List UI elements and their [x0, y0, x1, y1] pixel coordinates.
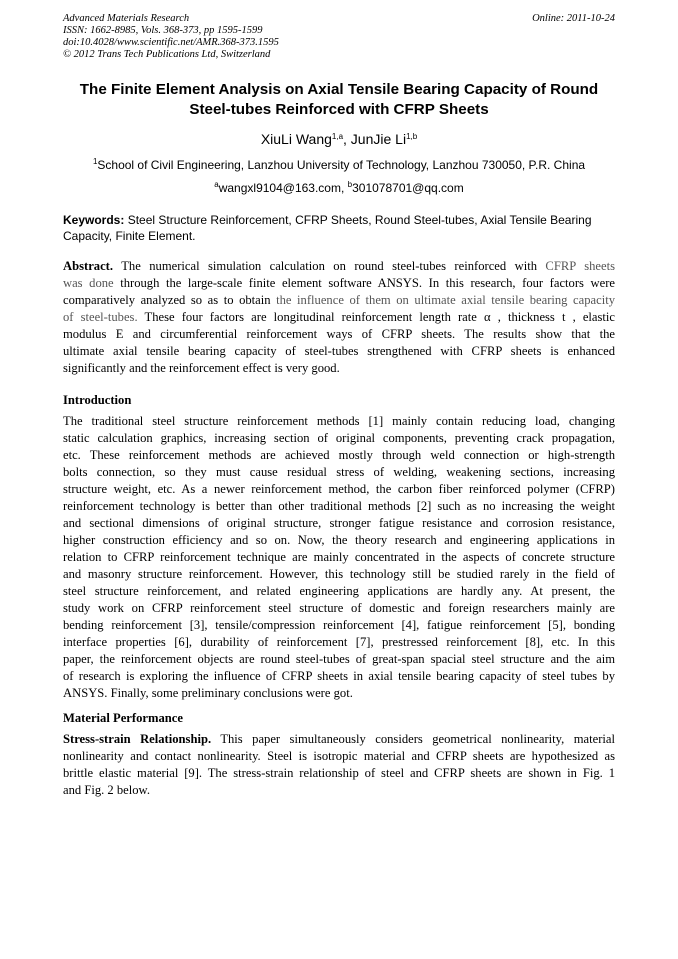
- journal-header: [63, 13, 615, 61]
- title-line-1: The Finite Element Analysis on Axial Tensile Bearing Capacity of Round: [79, 81, 599, 98]
- introduction-heading: Introduction: [63, 393, 132, 407]
- author-1-name: XiuLi Wang: [260, 131, 332, 147]
- abstract-l1-b: CFRP sheets: [545, 259, 615, 273]
- intro-line: higher construction efficiency and so on. Now, the theory research and engineering applications in: [63, 533, 615, 547]
- author-separator: ,: [343, 131, 351, 147]
- author-list: [63, 130, 615, 148]
- intro-line: bending reinforcement [3], tensile/compression reinforcement [4], fatigue reinforcement [5], bonding: [63, 618, 615, 632]
- abstract-line-5: modulus E and circumferential reinforcement ways of CFRP sheets. The results show that the: [63, 327, 615, 341]
- author-emails: [63, 180, 615, 196]
- keywords: [63, 212, 615, 244]
- intro-line: of research is exploring the influence of CFRP sheets in axial tensile bearing capacity of steel tubes by: [63, 669, 615, 683]
- paper-title: [63, 80, 615, 120]
- abstract-l4-a: of steel-tubes.: [63, 310, 138, 324]
- email-a: wangxl9104@163.com,: [218, 181, 348, 195]
- journal-name: Advanced Materials Research: [63, 13, 190, 24]
- author-2-name: JunJie Li: [350, 131, 407, 147]
- keywords-label: Keywords:: [63, 213, 125, 227]
- material-line: nonlinearity and contact nonlinearity. Steel is isotropic material and CFRP sheets are hypothesized as: [63, 749, 615, 763]
- material-line-last: and Fig. 2 below.: [63, 783, 150, 797]
- online-date: Online: 2011-10-24: [532, 13, 615, 24]
- title-line-2: Steel-tubes Reinforced with CFRP Sheets: [189, 101, 489, 118]
- abstract-l3-b: the influence of them on ultimate axial tensile bearing capacity: [276, 293, 615, 307]
- journal-doi: doi:10.4028/www.scientific.net/AMR.368-373.1595: [63, 37, 279, 48]
- intro-line: structure weight, etc. As a newer reinforcement method, the carbon fiber reinforced polymer (CFRP): [63, 482, 615, 496]
- keywords-line-1: [63, 212, 615, 228]
- intro-line: and sectional dimensions of original structure, stronger fatigue resistance and corrosion resistance,: [63, 516, 615, 530]
- abstract-l3-a: comparatively analyzed so as to obtain: [63, 293, 277, 307]
- intro-line: interface properties [6], durability of reinforcement [7], prestressed reinforcement [8], etc. In this: [63, 635, 615, 649]
- abstract-line-7: significantly and the reinforcement effect is very good.: [63, 361, 340, 375]
- abstract-line-4: [63, 309, 615, 326]
- abstract-l2-b: through the large-scale finite element software ANSYS. In this research, four factors were: [113, 276, 615, 290]
- abstract-line-6: ultimate axial tensile bearing capacity of steel-tubes strengthened with CFRP sheets is enhanced: [63, 344, 615, 358]
- keywords-text-2: Capacity, Finite Element.: [63, 229, 196, 243]
- intro-line: relation to CFRP reinforcement technique are mainly concentrated in the aspects of concrete structure: [63, 550, 615, 564]
- intro-line: bolts connection, so they must cause residual stress of welding, weakening sections, increasing: [63, 465, 615, 479]
- material-paragraph: [63, 731, 615, 799]
- author-1-affiliation-mark: 1,a: [331, 132, 344, 141]
- intro-line: and masonry structure reinforcement. However, this technology still be studied rarely in the field of: [63, 567, 615, 581]
- affiliation: [63, 157, 615, 173]
- material-line: brittle elastic material [9]. The stress-strain relationship of steel and CFRP sheets are shown in Fig. 1: [63, 766, 615, 780]
- abstract: [63, 258, 615, 377]
- author-2-affiliation-mark: 1,b: [406, 132, 418, 141]
- intro-line: reinforcement technology is better than other traditional methods [2] such as no increasing the weight: [63, 499, 615, 513]
- email-b-mark: b: [347, 180, 353, 189]
- abstract-line-2: [63, 275, 615, 292]
- intro-line-last: ANSYS. Finally, some preliminary conclusions were got.: [63, 686, 353, 700]
- abstract-line-1: [63, 258, 615, 275]
- abstract-line-3: [63, 292, 615, 309]
- intro-line: steel structure reinforcement, and related engineering applications are hardly any. At present, the: [63, 584, 615, 598]
- stress-strain-subheading: Stress-strain Relationship.: [63, 732, 212, 746]
- introduction-paragraph: [63, 413, 615, 702]
- abstract-l2-a: was done: [63, 276, 114, 290]
- affiliation-mark: 1: [92, 157, 98, 166]
- affiliation-text: School of Civil Engineering, Lanzhou University of Technology, Lanzhou 730050, P.R. China: [97, 158, 586, 172]
- intro-line: paper, the reinforcement objects are round steel-tubes of great-span spacial steel structure and the aim: [63, 652, 615, 666]
- intro-line: static calculation graphics, increasing section of original components, preventing crack propagation,: [63, 431, 615, 445]
- material-line-1: [63, 731, 615, 748]
- abstract-label: Abstract.: [63, 259, 114, 273]
- intro-line: study work on CFRP reinforcement steel structure of domestic and foreign researchers mainly are: [63, 601, 615, 615]
- material-l1-rest: This paper simultaneously considers geometrical nonlinearity, material: [211, 732, 616, 746]
- email-b: 301078701@qq.com: [352, 181, 464, 195]
- intro-line: etc. These reinforcement methods are achieved mostly through weld connection or high-strength: [63, 448, 615, 462]
- journal-copyright: © 2012 Trans Tech Publications Ltd, Switzerland: [63, 49, 271, 60]
- abstract-l1-a: The numerical simulation calculation on round steel-tubes reinforced with: [113, 259, 546, 273]
- intro-line: The traditional steel structure reinforcement methods [1] mainly contain reducing load, changing: [63, 414, 615, 428]
- material-performance-heading: Material Performance: [63, 711, 183, 725]
- journal-issn: ISSN: 1662-8985, Vols. 368-373, pp 1595-1599: [63, 25, 263, 36]
- abstract-l4-b: These four factors are longitudinal reinforcement length rate α , thickness t , elastic: [137, 310, 615, 324]
- keywords-text-1: Steel Structure Reinforcement, CFRP Sheets, Round Steel-tubes, Axial Tensile Bearing: [124, 213, 592, 227]
- email-a-mark: a: [214, 180, 219, 189]
